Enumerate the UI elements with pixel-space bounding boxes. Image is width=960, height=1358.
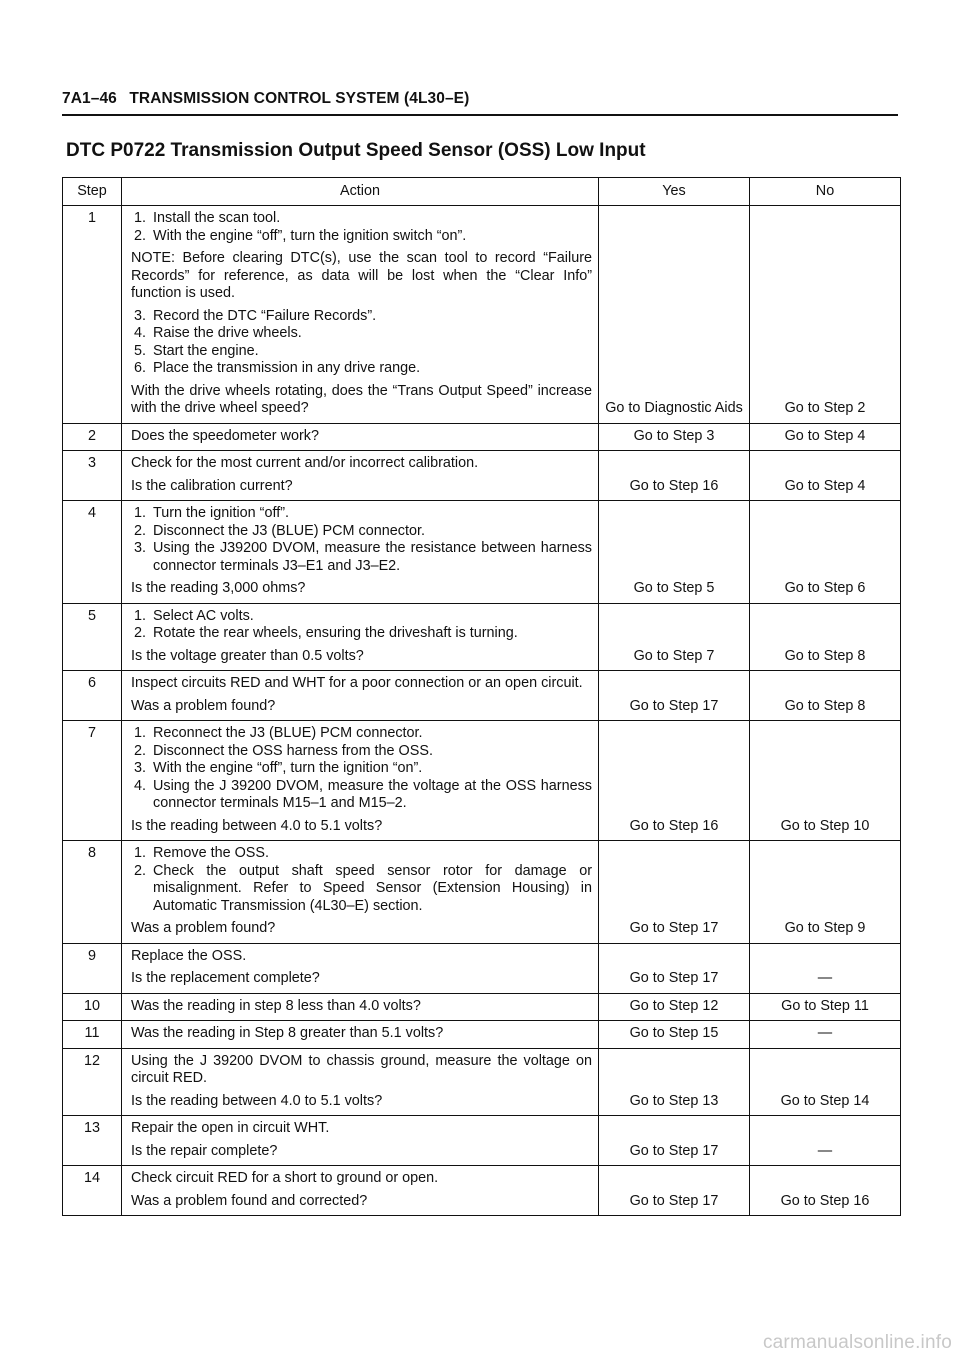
- yes-result: Go to Step 7: [599, 603, 750, 671]
- table-row: [63, 943, 901, 993]
- table-row: [63, 1021, 901, 1049]
- step-number: 12: [63, 1048, 122, 1116]
- action-cell: [122, 1166, 599, 1216]
- list-item-number: 2.: [134, 227, 147, 244]
- action-text: Check circuit RED for a short to ground or open.: [131, 1170, 439, 1186]
- list-item-number: 3.: [134, 540, 147, 556]
- no-result: Go to Step 11: [750, 993, 901, 1021]
- action-text: Was a problem found?: [131, 920, 276, 936]
- list-item-text: With the engine “off”, turn the ignition switch “on”.: [153, 227, 467, 244]
- action-steps-list: [131, 608, 592, 643]
- no-result: Go to Step 10: [750, 721, 901, 841]
- action-cell: [122, 1048, 599, 1116]
- action-text: Is the voltage greater than 0.5 volts?: [131, 647, 364, 664]
- list-item-number: 4.: [134, 325, 147, 341]
- list-item-text: Rotate the rear wheels, ensuring the driveshaft is turning.: [153, 625, 518, 641]
- no-result: Go to Step 8: [750, 603, 901, 671]
- action-text: Replace the OSS.: [131, 947, 247, 964]
- step-number: 5: [63, 603, 122, 671]
- yes-result: Go to Step 15: [599, 1021, 750, 1049]
- list-item: [131, 308, 592, 326]
- yes-result: Go to Step 16: [599, 451, 750, 501]
- action-text: Is the reading between 4.0 to 5.1 volts?: [131, 817, 383, 834]
- section-title: TRANSMISSION CONTROL SYSTEM (4L30–E): [129, 90, 470, 107]
- yes-result: Go to Step 12: [599, 993, 750, 1021]
- step-number: 7: [63, 721, 122, 841]
- list-item: [131, 343, 592, 361]
- list-item-text: Disconnect the OSS harness from the OSS.: [153, 742, 433, 759]
- list-item: [131, 778, 592, 813]
- action-cell: [122, 841, 599, 944]
- action-text: NOTE: Before clearing DTC(s), use the scan tool to record “Failure Records” for reference, as data will be lost when the “Clear Info” function is used.: [131, 250, 592, 301]
- table-row: [63, 993, 901, 1021]
- step-number: 8: [63, 841, 122, 944]
- list-item-text: Place the transmission in any drive range.: [153, 360, 421, 376]
- step-number: 14: [63, 1166, 122, 1216]
- list-item-number: 2.: [134, 742, 147, 759]
- table-row: [63, 721, 901, 841]
- list-item-text: Turn the ignition “off”.: [153, 505, 289, 521]
- list-item: [131, 725, 592, 743]
- list-item-number: 1.: [134, 607, 147, 624]
- action-text: Was a problem found and corrected?: [131, 1192, 368, 1209]
- no-result: Go to Step 9: [750, 841, 901, 944]
- table-row: [63, 1116, 901, 1166]
- list-item: [131, 540, 592, 575]
- action-text: Repair the open in circuit WHT.: [131, 1120, 330, 1136]
- page-title: DTC P0722 Transmission Output Speed Sensor (OSS) Low Input: [66, 140, 646, 161]
- list-item-text: Record the DTC “Failure Records”.: [153, 307, 377, 324]
- action-steps-list: [131, 505, 592, 575]
- column-header-action: Action: [122, 178, 599, 206]
- list-item: [131, 863, 592, 916]
- table-row: [63, 1166, 901, 1216]
- column-header-yes: Yes: [599, 178, 750, 206]
- list-item-number: 3.: [134, 307, 147, 324]
- table-row: [63, 1048, 901, 1116]
- action-steps-list: [131, 725, 592, 813]
- list-item-text: Raise the drive wheels.: [153, 325, 302, 341]
- table-row: [63, 206, 901, 424]
- action-text: Is the calibration current?: [131, 477, 293, 494]
- list-item: [131, 845, 592, 863]
- no-result: Go to Step 4: [750, 451, 901, 501]
- list-item-number: 3.: [134, 760, 147, 776]
- action-cell: [122, 671, 599, 721]
- list-item-text: With the engine “off”, turn the ignition “on”.: [153, 760, 423, 776]
- action-cell: [122, 1021, 599, 1049]
- no-result: —: [750, 1021, 901, 1049]
- step-number: 1: [63, 206, 122, 424]
- list-item-text: Start the engine.: [153, 342, 259, 359]
- list-item: [131, 523, 592, 541]
- list-item-number: 6.: [134, 360, 147, 376]
- table-row: [63, 501, 901, 604]
- list-item-number: 5.: [134, 342, 147, 359]
- yes-result: Go to Step 17: [599, 943, 750, 993]
- list-item-text: Install the scan tool.: [153, 210, 281, 226]
- table-row: [63, 603, 901, 671]
- list-item-number: 1.: [134, 845, 147, 861]
- list-item: [131, 210, 592, 228]
- yes-result: Go to Step 17: [599, 671, 750, 721]
- list-item: [131, 325, 592, 343]
- no-result: Go to Step 16: [750, 1166, 901, 1216]
- no-result: —: [750, 943, 901, 993]
- column-header-step: Step: [63, 178, 122, 206]
- action-cell: [122, 993, 599, 1021]
- action-cell: [122, 423, 599, 451]
- step-number: 6: [63, 671, 122, 721]
- action-text: Is the replacement complete?: [131, 970, 320, 986]
- list-item-number: 1.: [134, 505, 147, 521]
- action-text: Is the repair complete?: [131, 1142, 278, 1159]
- action-text: Check for the most current and/or incorrect calibration.: [131, 455, 479, 471]
- list-item-number: 2.: [134, 522, 147, 539]
- no-result: Go to Step 4: [750, 423, 901, 451]
- list-item-number: 2.: [134, 625, 147, 641]
- action-text: Using the J 39200 DVOM to chassis ground, measure the voltage on circuit RED.: [131, 1052, 592, 1086]
- list-item-text: Disconnect the J3 (BLUE) PCM connector.: [153, 522, 425, 539]
- action-text: Is the reading between 4.0 to 5.1 volts?: [131, 1092, 383, 1109]
- table-row: [63, 671, 901, 721]
- step-number: 9: [63, 943, 122, 993]
- yes-result: Go to Step 17: [599, 841, 750, 944]
- no-result: Go to Step 6: [750, 501, 901, 604]
- list-item-text: Reconnect the J3 (BLUE) PCM connector.: [153, 725, 423, 741]
- yes-result: Go to Step 17: [599, 1166, 750, 1216]
- action-text: Was the reading in Step 8 greater than 5.1 volts?: [131, 1025, 444, 1041]
- action-text: Does the speedometer work?: [131, 427, 319, 444]
- no-result: Go to Step 14: [750, 1048, 901, 1116]
- action-text: With the drive wheels rotating, does the “Trans Output Speed” increase with the drive wheel speed?: [131, 382, 592, 416]
- no-result: Go to Step 2: [750, 206, 901, 424]
- table-row: [63, 451, 901, 501]
- list-item-number: 1.: [134, 210, 147, 226]
- action-cell: [122, 721, 599, 841]
- action-cell: [122, 943, 599, 993]
- step-number: 10: [63, 993, 122, 1021]
- step-number: 11: [63, 1021, 122, 1049]
- list-item-text: Check the output shaft speed sensor rotor for damage or misalignment. Refer to Speed Sensor (Extension Housing) in Automatic Transmission (4L30–E) section.: [153, 862, 592, 914]
- page-header: [62, 90, 898, 108]
- step-number: 4: [63, 501, 122, 604]
- list-item: [131, 360, 592, 378]
- list-item-number: 1.: [134, 725, 147, 741]
- list-item: [131, 760, 592, 778]
- column-header-no: No: [750, 178, 901, 206]
- table-row: [63, 841, 901, 944]
- yes-result: Go to Step 16: [599, 721, 750, 841]
- table-header-row: [63, 178, 901, 206]
- action-text: Was a problem found?: [131, 697, 276, 714]
- list-item: [131, 625, 592, 643]
- action-cell: [122, 501, 599, 604]
- yes-result: Go to Step 13: [599, 1048, 750, 1116]
- list-item-number: 4.: [134, 777, 147, 794]
- diagnostic-table: [62, 177, 901, 1216]
- action-cell: [122, 451, 599, 501]
- action-steps-list: [131, 845, 592, 915]
- list-item-text: Remove the OSS.: [153, 845, 269, 861]
- table-row: [63, 423, 901, 451]
- step-number: 13: [63, 1116, 122, 1166]
- action-steps-list: [131, 308, 592, 378]
- yes-result: Go to Diagnostic Aids: [599, 206, 750, 424]
- action-steps-list: [131, 210, 592, 245]
- yes-result: Go to Step 17: [599, 1116, 750, 1166]
- action-cell: [122, 206, 599, 424]
- step-number: 3: [63, 451, 122, 501]
- no-result: Go to Step 8: [750, 671, 901, 721]
- action-text: Was the reading in step 8 less than 4.0 volts?: [131, 997, 421, 1014]
- header-rule: [62, 114, 898, 116]
- list-item: [131, 228, 592, 246]
- list-item-text: Using the J 39200 DVOM, measure the voltage at the OSS harness connector terminals M15–1 and M15–2.: [153, 777, 592, 811]
- action-text: Is the reading 3,000 ohms?: [131, 580, 306, 596]
- action-text: Inspect circuits RED and WHT for a poor connection or an open circuit.: [131, 675, 583, 691]
- list-item-number: 2.: [134, 862, 147, 879]
- list-item-text: Using the J39200 DVOM, measure the resistance between harness connector terminals J3–E1 and J3–E2.: [153, 540, 592, 574]
- list-item: [131, 743, 592, 761]
- list-item-text: Select AC volts.: [153, 607, 254, 624]
- no-result: —: [750, 1116, 901, 1166]
- action-cell: [122, 603, 599, 671]
- watermark: carmanualsonline.info: [762, 1332, 952, 1353]
- list-item: [131, 505, 592, 523]
- list-item: [131, 608, 592, 626]
- action-cell: [122, 1116, 599, 1166]
- yes-result: Go to Step 3: [599, 423, 750, 451]
- yes-result: Go to Step 5: [599, 501, 750, 604]
- page-number: 7A1–46: [62, 90, 117, 107]
- step-number: 2: [63, 423, 122, 451]
